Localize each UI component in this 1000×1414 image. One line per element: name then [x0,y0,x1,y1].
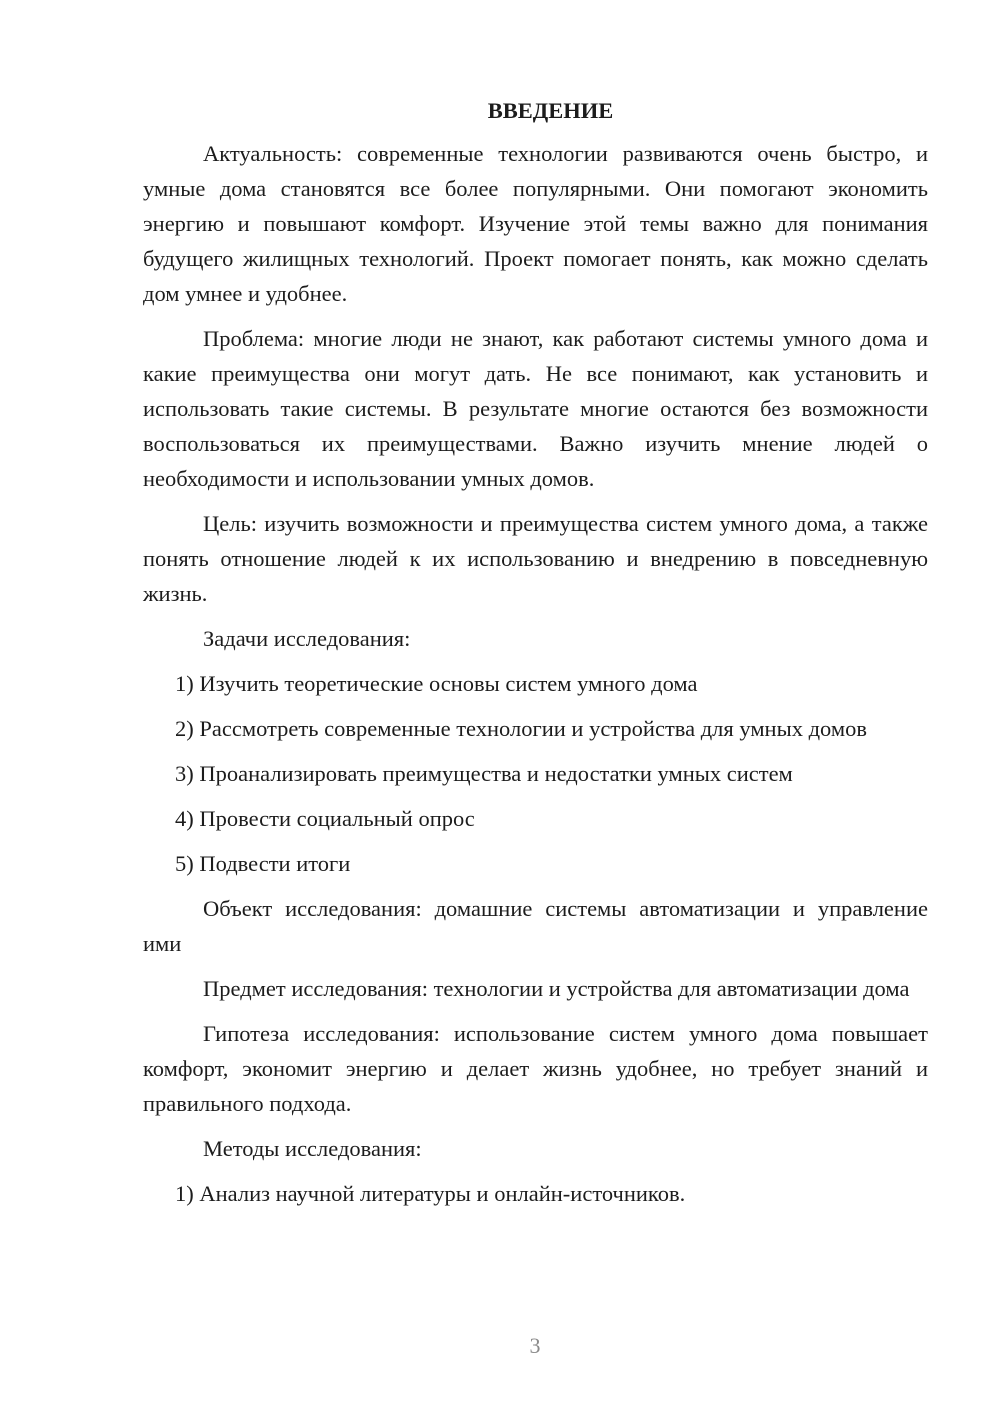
page-number: 3 [529,1333,541,1358]
paragraph-hypothesis: Гипотеза исследования: использование систем умного дома повышает комфорт, экономит энергию и делает жизнь удобнее, но требует знаний и правильного подхода. [143,1021,928,1116]
paragraph-object: Объект исследования: домашние системы автоматизации и управление ими [143,896,928,956]
paragraph-problem: Проблема: многие люди не знают, как работают системы умного дома и какие преимущества они могут дать. Не все понимают, как установить и использовать такие системы. В результате многие остаются без возможности воспользоваться их преимуществами. Важно изучить мнение людей о необходимости и использовании умных домов. [143,326,928,491]
method-item-1: 1) Анализ научной литературы и онлайн-источников. [175,1181,686,1206]
task-item-2: 2) Рассмотреть современные технологии и устройства для умных домов [175,716,867,741]
task-item-4: 4) Провести социальный опрос [175,806,475,831]
task-item-1: 1) Изучить теоретические основы систем умного дома [175,671,698,696]
task-item-3: 3) Проанализировать преимущества и недостатки умных систем [175,761,793,786]
paragraph-subject: Предмет исследования: технологии и устройства для автоматизации дома [203,976,910,1001]
task-item-5: 5) Подвести итоги [175,851,351,876]
paragraph-tasks-heading: Задачи исследования: [203,626,411,651]
paragraph-goal: Цель: изучить возможности и преимущества систем умного дома, а также понять отношение людей к их использованию и внедрению в повседневную жизнь. [143,511,928,606]
paragraph-methods-heading: Методы исследования: [203,1136,422,1161]
page-content [143,92,928,1221]
page-title: ВВЕДЕНИЕ [487,98,614,123]
paragraph-relevance: Актуальность: современные технологии развиваются очень быстро, и умные дома становятся все более популярными. Они помогают экономить энергию и повышают комфорт. Изучение этой темы важно для понимания будущего жилищных технологий. Проект помогает понять, как можно сделать дом умнее и удобнее. [143,141,928,306]
